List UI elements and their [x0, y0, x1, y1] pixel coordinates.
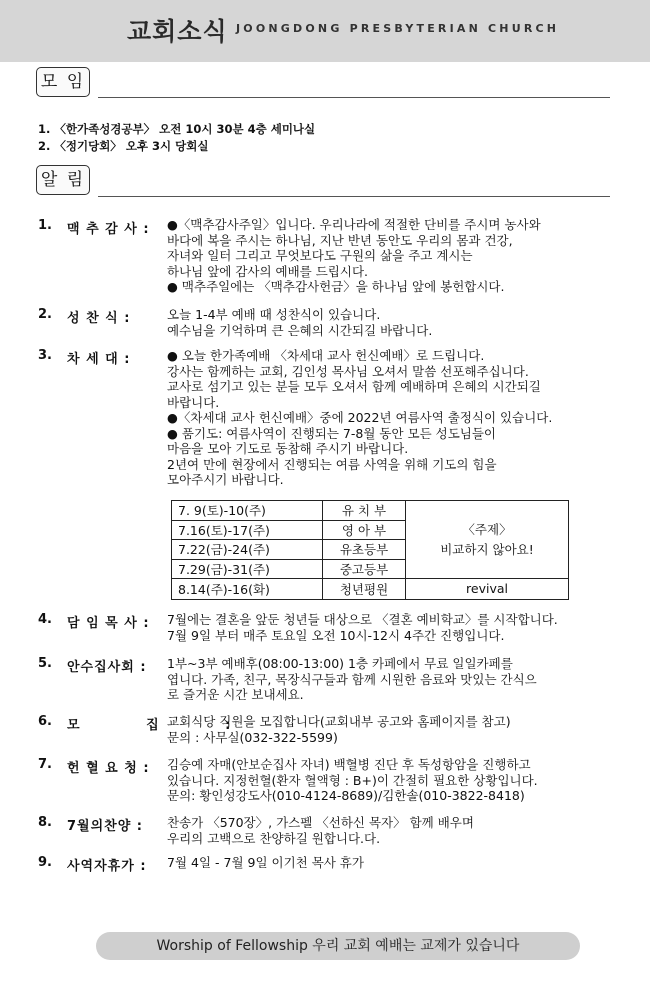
youth-theme: revival: [406, 579, 569, 600]
header-bar: [0, 0, 650, 62]
notice-body-deacons: [167, 656, 537, 703]
notice-line: 문의: 황인성강도사(010-4124-8689)/김한솔(010-3822-8418): [167, 788, 525, 803]
notice-number: 5.: [38, 656, 52, 671]
notice-body-vacation: [167, 855, 364, 871]
notice-label-senior-pastor: 담 임 목 사 :: [67, 616, 150, 631]
notice-line: 강사는 함께하는 교회, 김인성 목사님 오셔서 말씀 선포해주십니다.: [167, 363, 529, 379]
notice-line: 오늘 1-4부 예배 때 성찬식이 있습니다.: [167, 307, 381, 322]
notice-line: 마음을 모아 기도로 동참해 주시기 바랍니다.: [167, 441, 409, 456]
notice-number: 4.: [38, 612, 52, 627]
notice-line: 있습니다. 지정헌혈(환자 혈액형 : B+)이 간절히 필요한 상황입니다.: [167, 772, 538, 788]
notice-line: 로 즐거운 시간 보내세요.: [167, 687, 304, 702]
notice-body-blood-donation: [167, 757, 538, 804]
notice-label-thanksgiving: 맥 추 감 사 :: [67, 222, 150, 237]
page-title: 교회소식: [127, 17, 228, 46]
table-row: [172, 501, 569, 521]
notice-label-next-generation: 차 세 대 :: [67, 352, 131, 367]
church-name: JOONGDONG PRESBYTERIAN CHURCH: [236, 22, 560, 35]
notice-number: 3.: [38, 348, 52, 363]
notice-line: ● 오늘 한가족예배 〈차세대 교사 헌신예배〉로 드립니다.: [167, 348, 485, 363]
notice-number: 6.: [38, 714, 52, 729]
schedule-dept: 청년평원: [323, 579, 406, 600]
notice-line: 1부~3부 예배후(08:00-13:00) 1층 카페에서 무료 일일카페를: [167, 656, 513, 671]
notice-line: 바랍니다.: [167, 394, 220, 410]
footer-banner: Worship of Fellowship 우리 교회 예배는 교제가 있습니다: [96, 932, 580, 960]
notice-body-senior-pastor: [167, 612, 558, 643]
notice-line: 문의 : 사무실(032-322-5599): [167, 729, 338, 745]
notice-line: 하나님 앞에 감사의 예배를 드립시다.: [167, 263, 368, 279]
section-notices-label: 알 림: [36, 165, 90, 195]
notice-body-recruit: [167, 714, 511, 745]
schedule-dept: 유 치 부: [323, 501, 406, 521]
notice-line: 교사로 섬기고 있는 분들 모두 오셔서 함께 예배하며 은혜의 시간되길: [167, 379, 541, 394]
notice-line: ● 맥추주일에는 〈맥추감사헌금〉을 하나님 앞에 봉헌합시다.: [167, 279, 505, 294]
notice-label-deacons: 안수집사회 :: [67, 660, 147, 675]
notice-body-communion: [167, 307, 432, 338]
notice-line: 찬송가 〈570장〉, 가스펠 〈선하신 목자〉 함께 배우며: [167, 815, 474, 830]
schedule-date: 7.22(금)-24(주): [172, 540, 323, 560]
notice-body-hymn: [167, 815, 474, 846]
schedule-theme: [406, 501, 569, 579]
notice-body-thanksgiving: [167, 217, 541, 295]
notice-line: 7월 9일 부터 매주 토요일 오전 10시-12시 4주간 진행입니다.: [167, 627, 505, 643]
notice-line: ●〈차세대 교사 헌신예배〉중에 2022년 여름사역 출정식이 있습니다.: [167, 410, 553, 425]
notice-number: 9.: [38, 855, 52, 870]
summer-schedule-table: [171, 500, 569, 600]
notice-line: 우리의 고백으로 찬양하길 원합니다.다.: [167, 830, 381, 846]
notice-number: 1.: [38, 218, 52, 233]
notice-number: 7.: [38, 757, 52, 772]
meeting-item: 1. 〈한가족성경공부〉 오전 10시 30분 4층 세미나실: [38, 122, 316, 136]
schedule-date: 7. 9(토)-10(주): [172, 501, 323, 521]
table-row: [172, 579, 569, 600]
schedule-date: 8.14(주)-16(화): [172, 579, 323, 600]
notice-line: 교회식당 직원을 모집합니다(교회내부 공고와 홈페이지를 참고): [167, 714, 511, 729]
notice-label-hymn: 7월의찬양 :: [67, 819, 144, 834]
notice-line: 엽니다. 가족, 친구, 목장식구들과 함께 시원한 음료와 맛있는 간식으: [167, 671, 537, 687]
schedule-date: 7.16(토)-17(주): [172, 520, 323, 540]
schedule-dept: 중고등부: [323, 559, 406, 579]
notice-number: 2.: [38, 307, 52, 322]
notice-line: 7월에는 결혼을 앞둔 청년들 대상으로 〈결혼 예비학교〉를 시작합니다.: [167, 612, 558, 627]
notice-line: 모아주시기 바랍니다.: [167, 472, 284, 487]
notice-line: 7월 4일 - 7월 9일 이기천 목사 휴가: [167, 855, 364, 870]
notice-number: 8.: [38, 815, 52, 830]
notice-label-vacation: 사역자휴가 :: [67, 859, 147, 874]
theme-text: 비교하지 않아요!: [440, 541, 534, 557]
notice-label-communion: 성 찬 식 :: [67, 311, 131, 326]
section-divider: [98, 196, 610, 197]
notice-line: 자녀와 일터 그리고 무엇보다도 구원의 삶을 주고 계시는: [167, 248, 473, 263]
theme-title: 〈주제〉: [462, 521, 512, 537]
schedule-dept: 유초등부: [323, 540, 406, 560]
notice-line: 예수님을 기억하며 큰 은혜의 시간되길 바랍니다.: [167, 322, 433, 338]
notice-label-blood-donation: 헌 혈 요 청 :: [67, 761, 150, 776]
notice-label-recruit: 모 집 :: [67, 718, 232, 733]
meeting-item: 2. 〈정기당회〉 오후 3시 당회실: [38, 139, 209, 153]
notice-line: ● 품기도: 여름사역이 진행되는 7-8월 동안 모든 성도님들이: [167, 425, 496, 441]
section-meetings-label: 모 임: [36, 67, 90, 97]
notice-line: 김승예 자매(안보순집사 자녀) 백혈병 진단 후 독성항암을 진행하고: [167, 757, 531, 772]
notice-line: ●〈맥추감사주일〉입니다. 우리나라에 적절한 단비를 주시며 농사와: [167, 217, 541, 232]
notice-line: 2년여 만에 현장에서 진행되는 여름 사역을 위해 기도의 힘을: [167, 456, 497, 472]
section-divider: [98, 97, 610, 98]
schedule-dept: 영 아 부: [323, 520, 406, 540]
notice-line: 바다에 복을 주시는 하나님, 지난 반년 동안도 우리의 몸과 건강,: [167, 232, 513, 248]
notice-body-next-generation: [167, 348, 552, 488]
schedule-date: 7.29(금)-31(주): [172, 559, 323, 579]
